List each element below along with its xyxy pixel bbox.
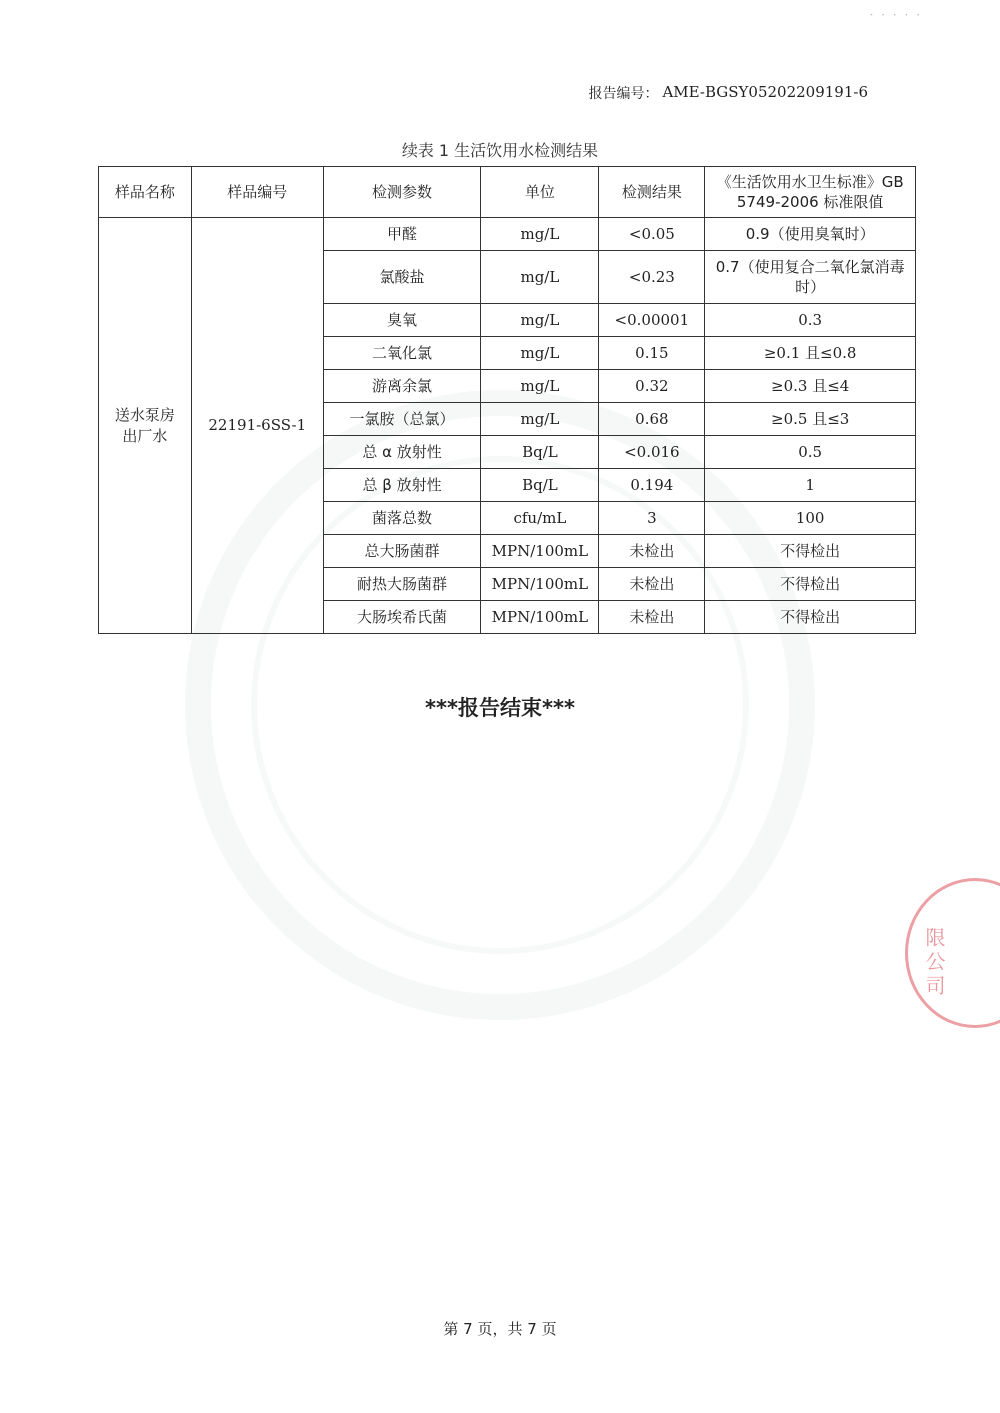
table-header-row: [99, 167, 916, 218]
param-cell: 大肠埃希氏菌: [323, 601, 481, 634]
limit-cell: ≥0.5 且≤3: [705, 403, 916, 436]
unit-cell: MPN/100mL: [481, 568, 599, 601]
company-stamp: [905, 878, 1000, 1028]
param-cell: 游离余氯: [323, 370, 481, 403]
col-header-sample-no: 样品编号: [191, 167, 323, 218]
param-cell: 甲醛: [323, 218, 481, 251]
report-number-value: AME-BGSY05202209191-6: [662, 83, 868, 101]
unit-cell: Bq/L: [481, 469, 599, 502]
limit-cell: 不得检出: [705, 535, 916, 568]
param-cell: 总 α 放射性: [323, 436, 481, 469]
page-number: 第 7 页，共 7 页: [443, 1320, 557, 1338]
result-cell: 0.194: [599, 469, 705, 502]
limit-cell: 100: [705, 502, 916, 535]
param-cell: 总大肠菌群: [323, 535, 481, 568]
unit-cell: MPN/100mL: [481, 535, 599, 568]
result-cell: 0.32: [599, 370, 705, 403]
param-cell: 氯酸盐: [323, 251, 481, 304]
report-number-label: 报告编号：: [588, 86, 659, 102]
col-header-limit: 《生活饮用水卫生标准》GB 5749-2006 标准限值: [705, 167, 916, 218]
unit-cell: MPN/100mL: [481, 601, 599, 634]
report-end-mark: ***报告结束***: [425, 696, 575, 720]
param-cell: 菌落总数: [323, 502, 481, 535]
limit-cell: 1: [705, 469, 916, 502]
unit-cell: Bq/L: [481, 436, 599, 469]
result-cell: 3: [599, 502, 705, 535]
param-cell: 总 β 放射性: [323, 469, 481, 502]
result-cell: 未检出: [599, 601, 705, 634]
param-cell: 二氧化氯: [323, 337, 481, 370]
result-cell: 未检出: [599, 535, 705, 568]
limit-cell: 0.9（使用臭氧时）: [705, 218, 916, 251]
result-cell: 0.15: [599, 337, 705, 370]
limit-cell: 不得检出: [705, 568, 916, 601]
result-cell: <0.05: [599, 218, 705, 251]
corner-mark: · · · · ·: [869, 8, 922, 22]
unit-cell: mg/L: [481, 337, 599, 370]
unit-cell: mg/L: [481, 251, 599, 304]
unit-cell: mg/L: [481, 304, 599, 337]
col-header-unit: 单位: [481, 167, 599, 218]
limit-cell: 0.5: [705, 436, 916, 469]
limit-cell: 0.3: [705, 304, 916, 337]
col-header-param: 检测参数: [323, 167, 481, 218]
limit-cell: 不得检出: [705, 601, 916, 634]
table-row: [99, 218, 916, 251]
param-cell: 臭氧: [323, 304, 481, 337]
limit-cell: ≥0.1 且≤0.8: [705, 337, 916, 370]
unit-cell: mg/L: [481, 370, 599, 403]
result-cell: <0.23: [599, 251, 705, 304]
col-header-sample-name: 样品名称: [99, 167, 192, 218]
unit-cell: cfu/mL: [481, 502, 599, 535]
result-cell: 未检出: [599, 568, 705, 601]
result-cell: <0.00001: [599, 304, 705, 337]
param-cell: 耐热大肠菌群: [323, 568, 481, 601]
limit-cell: ≥0.3 且≤4: [705, 370, 916, 403]
unit-cell: mg/L: [481, 403, 599, 436]
result-cell: <0.016: [599, 436, 705, 469]
sample-no-cell: 22191-6SS-1: [191, 218, 323, 634]
stamp-text: 限公司: [922, 927, 946, 999]
results-table: [98, 166, 916, 634]
report-number: [588, 83, 868, 103]
param-cell: 一氯胺（总氯）: [323, 403, 481, 436]
result-cell: 0.68: [599, 403, 705, 436]
unit-cell: mg/L: [481, 218, 599, 251]
limit-cell: 0.7（使用复合二氧化氯消毒时）: [705, 251, 916, 304]
col-header-result: 检测结果: [599, 167, 705, 218]
sample-name-cell: 送水泵房出厂水: [99, 218, 192, 634]
table-caption: 续表 1 生活饮用水检测结果: [401, 141, 599, 160]
